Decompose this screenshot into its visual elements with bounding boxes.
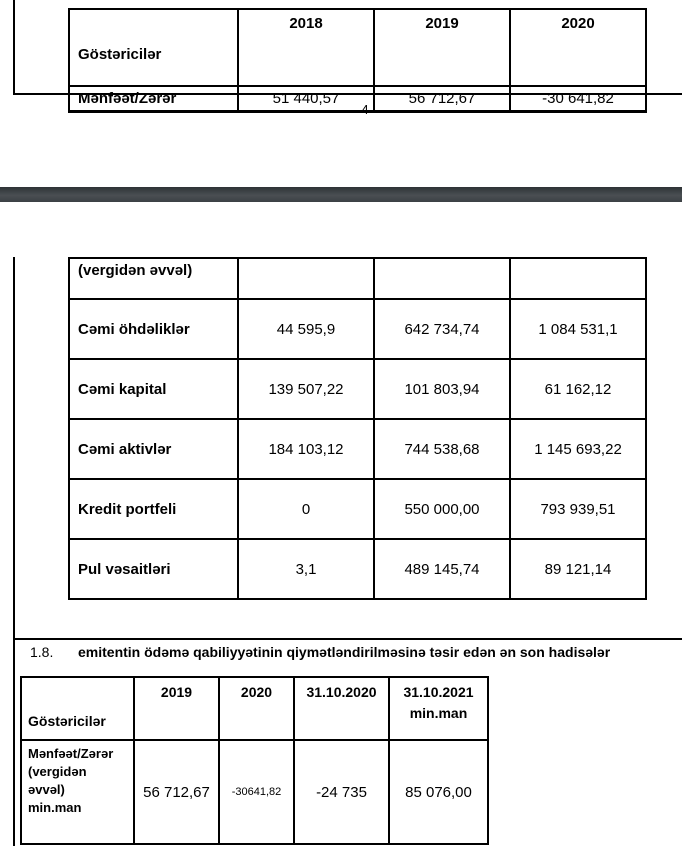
year-2020-header-cell: 2020 (510, 9, 646, 86)
section-heading-1-8 (30, 644, 610, 660)
table-cell: 0 (238, 479, 374, 539)
outer-frame-left-border (13, 0, 15, 95)
balance-table (68, 257, 647, 600)
table-cell: 793 939,51 (510, 479, 646, 539)
table-cell: 1 145 693,22 (510, 419, 646, 479)
table-row (69, 479, 646, 539)
table-header-row (69, 9, 646, 86)
label-line: Mənfəət/Zərər (28, 746, 114, 761)
header-unit-line: min.man (409, 705, 468, 721)
section-title: emitentin ödəmə qabiliyyətinin qiymətləndirilməsinə təsir edən ən son hadisələr (78, 644, 611, 660)
year-2018-header-cell: 2018 (238, 9, 374, 86)
table-cell (510, 258, 646, 299)
table-cell: 85 076,00 (389, 740, 488, 844)
table-cell (238, 258, 374, 299)
year-2019-header-cell: 2019 (374, 9, 510, 86)
label-line: min.man (28, 800, 82, 815)
year-2020-header-cell: 2020 (219, 677, 294, 740)
table-cell: 550 000,00 (374, 479, 510, 539)
indicators-header-cell: Göstəricilər (69, 9, 238, 86)
label-line: əvvəl) (28, 782, 65, 797)
table-cell: 184 103,12 (238, 419, 374, 479)
section-number: 1.8. (30, 644, 54, 660)
table-cell: 56 712,67 (134, 740, 219, 844)
table-cell: 101 803,94 (374, 359, 510, 419)
table-cell: 744 538,68 (374, 419, 510, 479)
pdf-page-separator-bar (0, 187, 682, 202)
table-cell: -30 641,82 (510, 86, 646, 112)
row-label-cell: Pul vəsaitləri (69, 539, 238, 599)
date-31-10-2020-header-cell: 31.10.2020 (294, 677, 389, 740)
table-cell: 44 595,9 (238, 299, 374, 359)
row-label-cell: Kredit portfeli (69, 479, 238, 539)
label-line: (vergidən (28, 764, 87, 779)
table-cell: 489 145,74 (374, 539, 510, 599)
table-row (69, 419, 646, 479)
header-date-line: 31.10.2021 (403, 684, 474, 700)
table-cell (374, 258, 510, 299)
row-label-cell: Cəmi öhdəliklər (69, 299, 238, 359)
table-header-row (21, 677, 488, 740)
table-cell: -24 735 (294, 740, 389, 844)
table-cell: 642 734,74 (374, 299, 510, 359)
table-cell: 89 121,14 (510, 539, 646, 599)
table-cell: 139 507,22 (238, 359, 374, 419)
row-label-cell: Cəmi aktivlər (69, 419, 238, 479)
row-label-cell: Mənfəət/Zərər (69, 86, 238, 112)
row-label-cell: (vergidən əvvəl) (69, 258, 238, 299)
table-row (69, 539, 646, 599)
outer-frame-row-divider (13, 638, 682, 640)
events-table (20, 676, 489, 845)
row-label-cell (21, 740, 134, 844)
table-row (21, 740, 488, 844)
table-cell: 1 084 531,1 (510, 299, 646, 359)
table-cell: 51 440,57 (238, 86, 374, 112)
indicators-header-cell: Göstəricilər (21, 677, 134, 740)
page-number: 4 (361, 102, 369, 117)
outer-frame-left-border (13, 257, 15, 846)
table-row (69, 258, 646, 299)
row-label-cell: Cəmi kapital (69, 359, 238, 419)
profit-loss-table (68, 8, 647, 113)
table-row (69, 299, 646, 359)
table-cell: 3,1 (238, 539, 374, 599)
table-cell: 56 712,67 (374, 86, 510, 112)
date-31-10-2021-header-cell (389, 677, 488, 740)
table-row (69, 359, 646, 419)
table-cell: 61 162,12 (510, 359, 646, 419)
table-cell: -30641,82 (219, 740, 294, 844)
year-2019-header-cell: 2019 (134, 677, 219, 740)
